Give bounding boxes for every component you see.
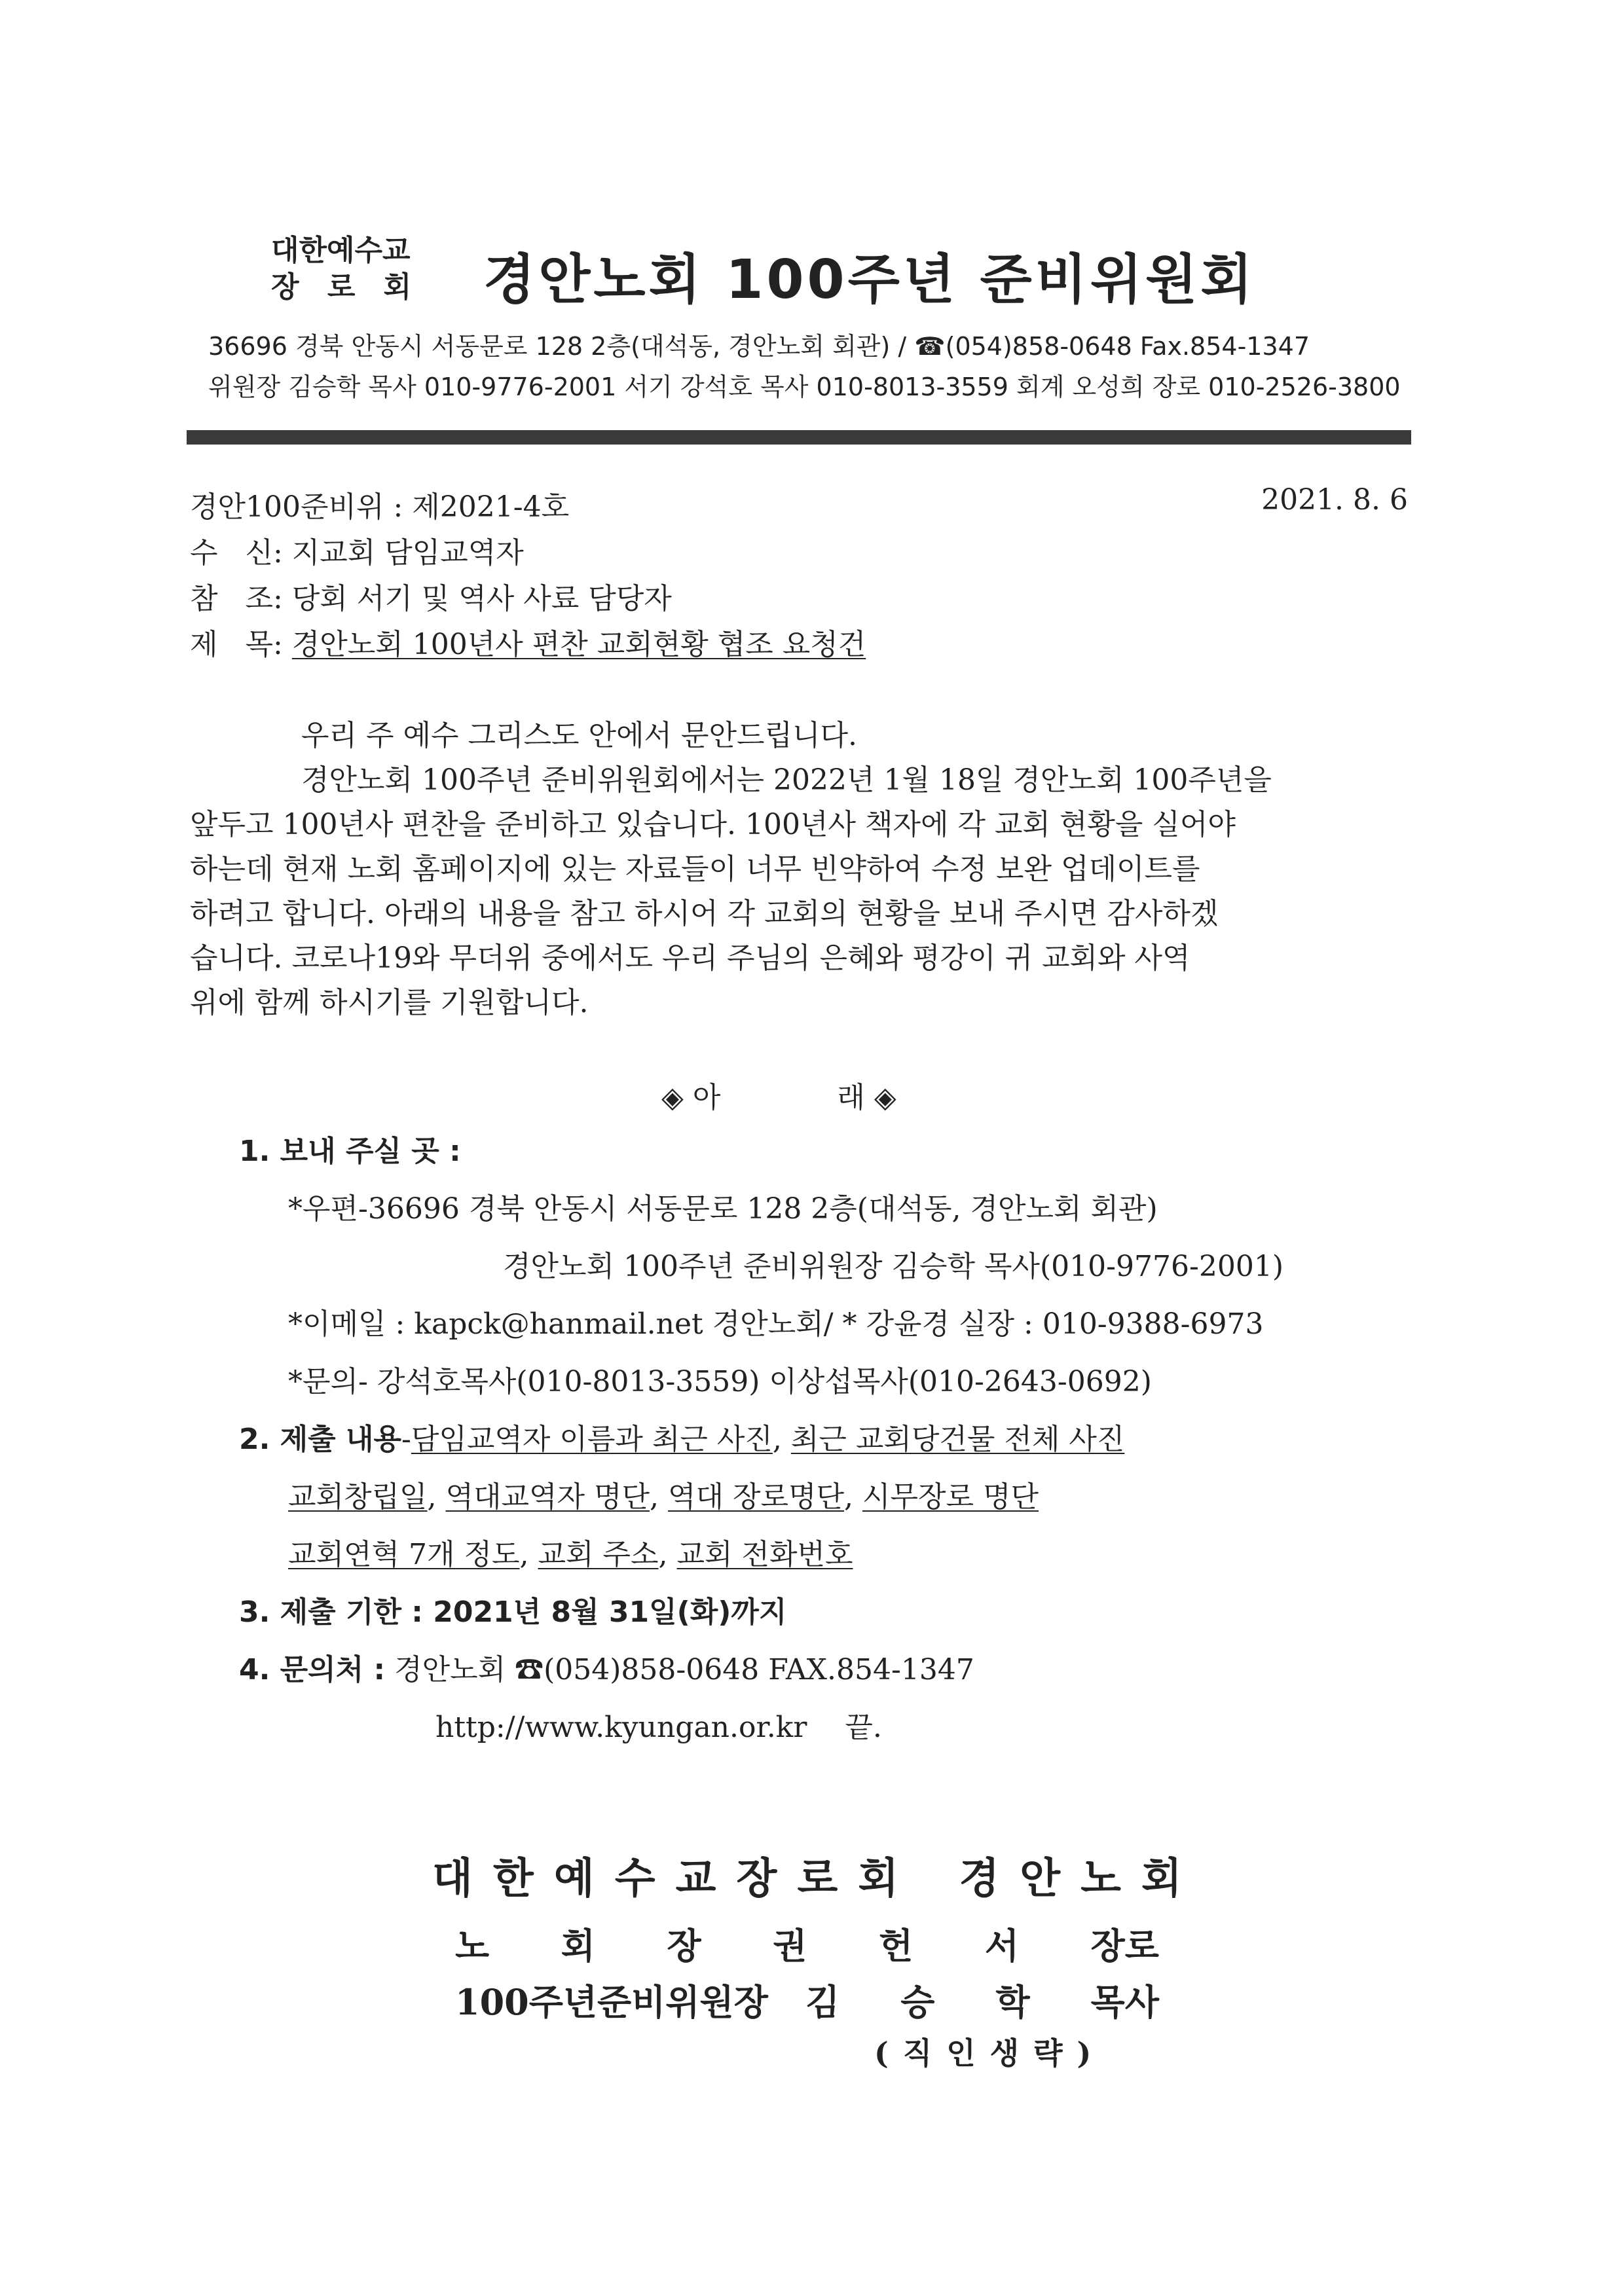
item-separator: , (772, 1423, 791, 1456)
sig-char: 회 (858, 1854, 899, 1903)
sig-char: 예 (553, 1854, 595, 1903)
submission-item: 최근 교회당건물 전체 사진 (790, 1423, 1125, 1456)
item1-email: *이메일 : kapck@hanmail.net 경안노회/ * 강윤경 실장 : 010-9388-6973 (288, 1307, 1264, 1341)
sig-char: 노 (1080, 1854, 1121, 1903)
signature-committee-title: 100주년준비위원장 (455, 1981, 768, 2023)
sig-char: 김 (805, 1981, 840, 2023)
sig-char: 회 (561, 1925, 595, 1967)
sig-char: 장로 (1090, 1925, 1159, 1967)
signature-moderator-line (455, 1918, 1159, 1969)
submission-item: 시무장로 명단 (862, 1480, 1039, 1514)
org-name-line2: 장 로 회 (271, 270, 421, 304)
submission-item: 교회 전화번호 (676, 1538, 853, 1571)
submission-item: 교회창립일 (288, 1480, 428, 1514)
item2-line2 (288, 1473, 1039, 1515)
sig-char: 수 (614, 1854, 655, 1903)
body-line: 하는데 현재 노회 홈페이지에 있는 자료들이 너무 빈약하여 수정 보완 업데이트를 (190, 852, 1200, 886)
website-link[interactable]: http://www.kyungan.or.kr (435, 1711, 807, 1744)
notice-heading (661, 1074, 896, 1116)
item1-recipient: 경안노회 100주년 준비위원장 김승학 목사(010-9776-2001) (503, 1250, 1283, 1283)
sig-char: 대 (432, 1854, 473, 1903)
submission-item: 담임교역자 이름과 최근 사진 (411, 1423, 773, 1456)
sig-char: 서 (984, 1925, 1019, 1967)
sig-char: 헌 (879, 1925, 913, 1967)
recipient-row (190, 529, 524, 571)
sig-char: 학 (995, 1981, 1030, 2023)
greeting: 우리 주 예수 그리스도 안에서 문안드립니다. (301, 719, 857, 752)
reference-label: 참 조: (190, 582, 283, 615)
sig-char: 로 (797, 1854, 838, 1903)
signature-org-line (432, 1845, 1182, 1905)
item-separator: , (427, 1480, 446, 1514)
header-divider (187, 430, 1411, 445)
seal-omitted-note: (직인생략) (874, 2035, 1106, 2071)
sig-char: 장 (736, 1854, 777, 1903)
item-separator: , (519, 1538, 538, 1571)
item2-line3 (288, 1531, 853, 1573)
body-line: 하려고 합니다. 아래의 내용을 참고 하시어 각 교회의 현황을 보내 주시면 감사하겠 (190, 897, 1219, 930)
submission-item: 역대교역자 명단 (445, 1480, 650, 1514)
end-mark: 끝. (845, 1711, 882, 1744)
item4-value: 경안노회 ☎(054)858-0648 FAX.854-1347 (394, 1653, 974, 1686)
subject-label: 제 목: (190, 628, 283, 661)
item1-label: 1. 보내 주실 곳 : (239, 1135, 461, 1168)
sig-char: 권 (773, 1925, 807, 1967)
submission-item: 역대 장로명단 (668, 1480, 845, 1514)
item-separator: , (650, 1480, 669, 1514)
item2-dash: - (401, 1423, 411, 1456)
sig-char: 목사 (1090, 1981, 1159, 2023)
reference-value: 당회 서기 및 역사 사료 담당자 (291, 582, 672, 615)
letterhead-officers: 위원장 김승학 목사 010-9776-2001 서기 강석호 목사 010-8013-3559 회계 오성희 장로 010-2526-3800 (208, 373, 1401, 401)
item4-line (239, 1646, 974, 1688)
item-separator: , (844, 1480, 863, 1514)
document-number: 경안100준비위 : 제2021-4호 (190, 490, 570, 524)
subject-value: 경안노회 100년사 편찬 교회현황 협조 요청건 (291, 628, 866, 661)
notice-heading-right: 래 ◈ (837, 1081, 896, 1114)
website-line (435, 1704, 882, 1745)
notice-heading-left: ◈ 아 (661, 1081, 721, 1114)
sig-char: 안 (1020, 1854, 1061, 1903)
body-line: 위에 함께 하시기를 기원합니다. (190, 986, 589, 1019)
body-line: 경안노회 100주년 준비위원회에서는 2022년 1월 18일 경안노회 100주년을 (301, 763, 1272, 797)
signature-chair-line (805, 1975, 1159, 2025)
letterhead-title: 경안노회 100주년 준비위원회 (483, 249, 1256, 311)
reference-row (190, 575, 672, 617)
sig-char: 회 (1141, 1854, 1182, 1903)
sig-char: 승 (900, 1981, 935, 2023)
sig-char: 노 (455, 1925, 490, 1967)
item1-inquiry: *문의- 강석호목사(010-8013-3559) 이상섭목사(010-2643-0692) (288, 1365, 1152, 1398)
submission-item: 교회 주소 (538, 1538, 659, 1571)
body-line: 습니다. 코로나19와 무더위 중에서도 우리 주님의 은혜와 평강이 귀 교회와 사역 (190, 941, 1190, 975)
sig-char: 한 (492, 1854, 534, 1903)
body-line: 앞두고 100년사 편찬을 준비하고 있습니다. 100년사 책자에 각 교회 현황을 실어야 (190, 808, 1236, 841)
recipient-label: 수 신: (190, 536, 283, 570)
item3-deadline: 3. 제출 기한 : 2021년 8월 31일(화)까지 (239, 1595, 787, 1629)
item2-line1 (239, 1415, 1124, 1457)
letterhead-address: 36696 경북 안동시 서동문로 128 2층(대석동, 경안노회 회관) / ☎(054)858-0648 Fax.854-1347 (208, 332, 1310, 361)
subject-row (190, 621, 866, 663)
item-separator: , (658, 1538, 677, 1571)
document-date: 2021. 8. 6 (1261, 483, 1408, 517)
item1-postal: *우편-36696 경북 안동시 서동문로 128 2층(대석동, 경안노회 회관) (288, 1192, 1158, 1226)
submission-item: 교회연혁 7개 정도 (288, 1538, 520, 1571)
sig-char: 장 (667, 1925, 701, 1967)
item4-label: 4. 문의처 : (239, 1653, 386, 1686)
item2-label: 2. 제출 내용 (239, 1423, 401, 1456)
sig-char: 경 (959, 1854, 1000, 1903)
org-name-line1: 대한예수교 (271, 234, 411, 267)
sig-char: 교 (675, 1854, 716, 1903)
recipient-value: 지교회 담임교역자 (291, 536, 524, 570)
